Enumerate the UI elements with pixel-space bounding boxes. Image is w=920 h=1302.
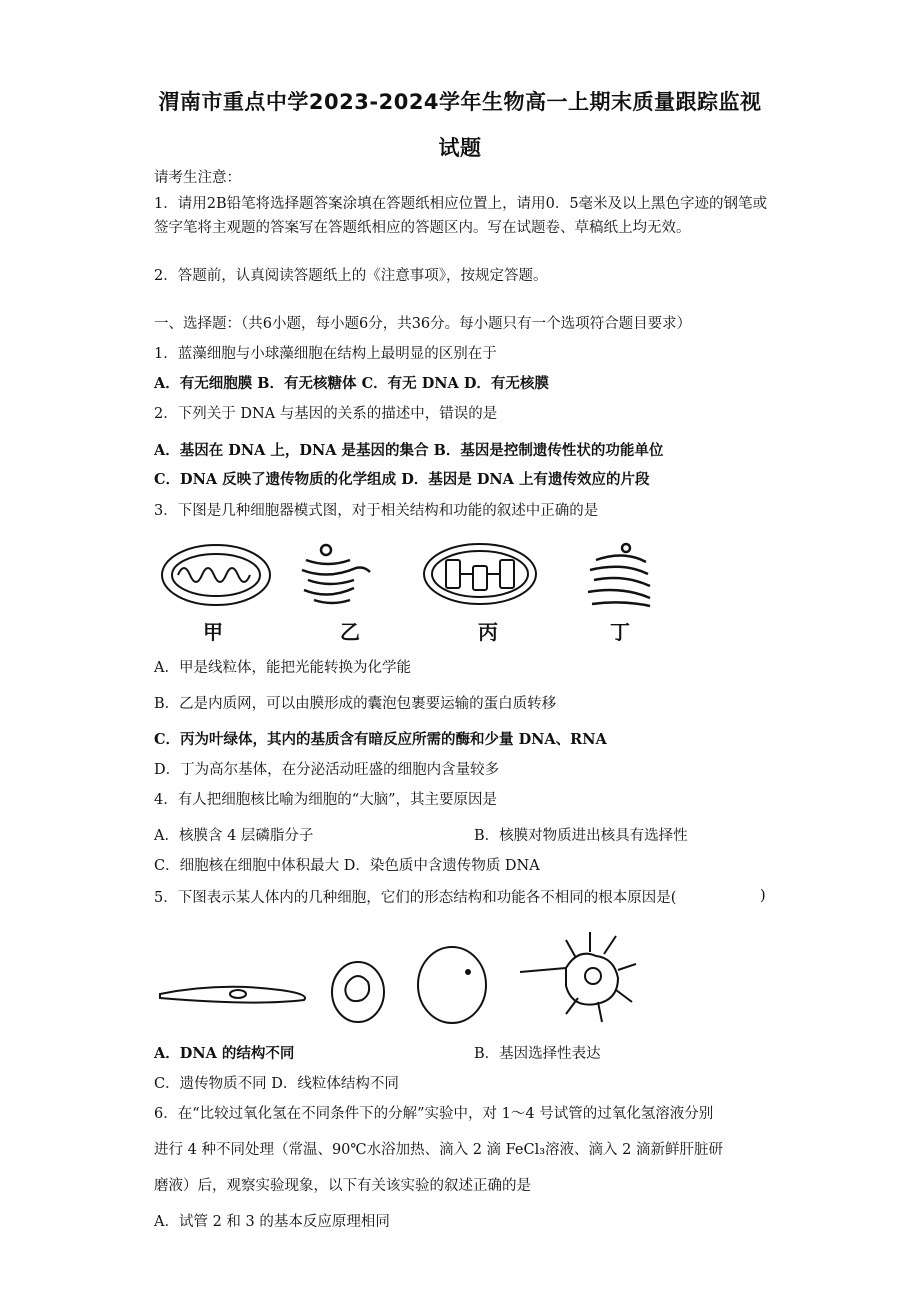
question-4-option-b: B．核膜对物质进出核具有选择性 — [474, 828, 688, 844]
page-title-line2: 试题 — [438, 136, 482, 160]
question-5-options-cd: C．遗传物质不同 D．线粒体结构不同 — [154, 1076, 399, 1092]
figure-caption-yi: 乙 — [340, 620, 360, 644]
organelle-figure — [158, 540, 678, 620]
er-illustration — [302, 545, 370, 603]
question-6-stem-line1: 6．在“比较过氧化氢在不同条件下的分解”实验中，对 1～4 号试管的过氧化氢溶液分别 — [154, 1106, 714, 1122]
neuron-illustration — [520, 932, 636, 1022]
question-3-option-d: D．丁为高尔基体，在分泌活动旺盛的细胞内含量较多 — [154, 762, 500, 778]
question-3-option-c: C．丙为叶绿体，其内的基质含有暗反应所需的酶和少量 DNA、RNA — [154, 731, 607, 748]
notice-item-1: 1．请用2B铅笔将选择题答案涂填在答题纸相应位置上，请用0．5毫米及以上黑色字迹的钢笔或签字笔将主观题的答案写在答题纸相应的答题区内。写在试题卷、草稿纸上均无效。 — [154, 196, 768, 236]
notice-heading: 请考生注意： — [154, 170, 241, 186]
question-6-stem-line3: 磨液）后，观察实验现象，以下有关该实验的叙述正确的是 — [154, 1178, 531, 1194]
question-2-options-cd: C．DNA 反映了遗传物质的化学组成 D．基因是 DNA 上有遗传效应的片段 — [154, 471, 650, 488]
mitochondrion-illustration — [162, 545, 270, 605]
muscle-cell-illustration — [160, 987, 305, 1003]
question-3-option-a: A．甲是线粒体，能把光能转换为化学能 — [154, 660, 411, 676]
notice-item-2: 2．答题前，认真阅读答题纸上的《注意事项》，按规定答题。 — [154, 268, 548, 284]
question-2-options-ab: A．基因在 DNA 上，DNA 是基因的集合 B．基因是控制遗传性状的功能单位 — [154, 442, 664, 459]
question-1-options: A．有无细胞膜 B．有无核糖体 C．有无 DNA D．有无核膜 — [154, 375, 549, 392]
question-5-option-a: A．DNA 的结构不同 — [154, 1045, 295, 1062]
human-cells-figure — [158, 930, 638, 1030]
white-blood-cell-illustration — [332, 962, 384, 1022]
question-5-stem: 5．下图表示某人体内的几种细胞，它们的形态结构和功能各不相同的根本原因是( — [154, 890, 677, 906]
figure-caption-bing: 丙 — [478, 620, 498, 644]
question-4-option-a: A．核膜含 4 层磷脂分子 — [154, 828, 314, 844]
page-title: 渭南市重点中学2023-2024学年生物高一上期末质量跟踪监视 — [158, 90, 762, 114]
golgi-illustration — [588, 544, 650, 606]
chloroplast-illustration — [424, 544, 536, 604]
question-5-paren: ) — [760, 888, 766, 904]
question-4-stem: 4．有人把细胞核比喻为细胞的“大脑”，其主要原因是 — [154, 792, 498, 808]
question-3-option-b: B．乙是内质网，可以由膜形成的囊泡包裹要运输的蛋白质转移 — [154, 696, 557, 712]
figure-caption-ding: 丁 — [610, 620, 630, 644]
figure-caption-jia: 甲 — [203, 620, 223, 644]
egg-cell-illustration — [418, 947, 486, 1023]
question-5-option-b: B．基因选择性表达 — [474, 1046, 601, 1062]
question-3-stem: 3．下图是几种细胞器模式图，对于相关结构和功能的叙述中正确的是 — [154, 503, 599, 519]
question-2-stem: 2．下列关于 DNA 与基因的关系的描述中，错误的是 — [154, 406, 498, 422]
question-6-option-a: A．试管 2 和 3 的基本反应原理相同 — [154, 1214, 390, 1230]
section-heading: 一、选择题：（共6小题，每小题6分，共36分。每小题只有一个选项符合题目要求） — [154, 316, 692, 332]
question-1-stem: 1．蓝藻细胞与小球藻细胞在结构上最明显的区别在于 — [154, 346, 497, 362]
question-6-stem-line2: 进行 4 种不同处理（常温、90℃水浴加热、滴入 2 滴 FeCl₃溶液、滴入 2 滴新鲜肝脏研 — [154, 1142, 724, 1158]
question-4-options-cd: C．细胞核在细胞中体积最大 D．染色质中含遗传物质 DNA — [154, 858, 540, 874]
